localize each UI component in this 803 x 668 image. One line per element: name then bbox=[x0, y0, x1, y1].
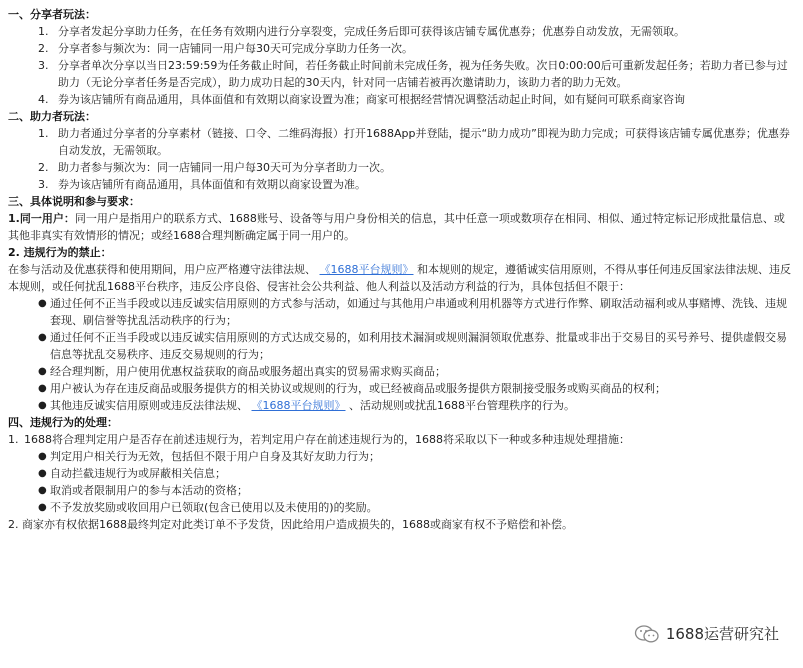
bullet-icon: ● bbox=[38, 502, 47, 513]
bullet-text: 取消或者限制用户的参与本活动的资格； bbox=[50, 484, 248, 497]
list-item-text: 分享者参与频次为：同一店铺同一用户每30天可完成分享助力任务一次。 bbox=[58, 42, 413, 55]
list-item-text: 助力者参与频次为：同一店铺同一用户每30天可为分享者助力一次。 bbox=[58, 161, 391, 174]
bullet-item bbox=[8, 295, 795, 329]
wechat-icon bbox=[634, 624, 660, 644]
platform-rules-link[interactable]: 《1688平台规则》 bbox=[319, 263, 414, 276]
section-heading: 二、助力者玩法： bbox=[8, 110, 96, 123]
section-heading: 一、分享者玩法： bbox=[8, 8, 96, 21]
paragraph-merchant-rights: 2. 商家亦有权依据1688最终判定对此类订单不予发货，因此给用户造成损失的，1688或商家有权不予赔偿和补偿。 bbox=[8, 518, 573, 531]
list-number: 2. bbox=[38, 161, 49, 174]
paragraph-text: 同一用户是指用户的联系方式、1688账号、设备等与用户身份相关的信息，其中任意一项或数项存在相同、相似、通过特定标记形成批量信息、或其他非真实有效情形的情况；或经1688合理判断确定属于同一用户的。 bbox=[8, 212, 785, 242]
subheading-violations: 2. 违规行为的禁止： bbox=[8, 246, 112, 259]
bullet-item bbox=[8, 380, 795, 397]
list-number: 1. bbox=[38, 25, 49, 38]
section-heading: 四、违规行为的处理： bbox=[8, 416, 118, 429]
list-item-text: 助力者通过分享者的分享素材（链接、口令、二维码海报）打开1688App并登陆，提示“助力成功”即视为助力完成；可获得该店铺专属优惠券；优惠券自动发放，无需领取。 bbox=[58, 127, 790, 157]
list-number: 1. bbox=[8, 433, 19, 446]
bullet-icon: ● bbox=[38, 366, 47, 377]
bullet-text: 经合理判断，用户使用优惠权益获取的商品或服务超出真实的贸易需求购买商品； bbox=[50, 365, 446, 378]
list-item bbox=[8, 159, 795, 176]
list-item bbox=[8, 57, 795, 91]
paragraph-text: 在参与活动及优惠获得和使用期间，用户应严格遵守法律法规、 bbox=[8, 263, 316, 276]
list-item-text: 分享者发起分享助力任务，在任务有效期内进行分享裂变，完成任务后即可获得该店铺专属优惠券；优惠券自动发放，无需领取。 bbox=[58, 25, 685, 38]
bullet-icon: ● bbox=[38, 400, 47, 411]
platform-rules-link[interactable]: 《1688平台规则》 bbox=[251, 399, 346, 412]
list-item-text: 券为该店铺所有商品通用，具体面值和有效期以商家设置为准；商家可根据经营情况调整活动起止时间，如有疑问可联系商家咨询 bbox=[58, 93, 685, 106]
bullet-icon: ● bbox=[38, 468, 47, 479]
bullet-item bbox=[8, 329, 795, 363]
bullet-text: 自动拦截违规行为或屏蔽相关信息； bbox=[50, 467, 226, 480]
paragraph-violations-intro bbox=[8, 261, 795, 295]
bullet-text: 通过任何不正当手段或以违反诚实信用原则的方式参与活动，如通过与其他用户串通或利用机器等方式进行作弊、刷取活动福利或从事赌博、洗钱、违规套现、刷信誉等扰乱活动秩序的行为； bbox=[50, 297, 787, 327]
list-item-text: 1688将合理判定用户是否存在前述违规行为，若判定用户存在前述违规行为的，1688将采取以下一种或多种违规处理措施： bbox=[24, 433, 630, 446]
list-item bbox=[8, 40, 795, 57]
list-number: 4. bbox=[38, 93, 49, 106]
bullet-item bbox=[8, 482, 795, 499]
bullet-icon: ● bbox=[38, 298, 47, 309]
bullet-text: 、活动规则或扰乱1688平台管理秩序的行为。 bbox=[349, 399, 575, 412]
bullet-text: 判定用户相关行为无效，包括但不限于用户自身及其好友助力行为； bbox=[50, 450, 380, 463]
bullet-icon: ● bbox=[38, 332, 47, 343]
bullet-text: 不予发放奖励或收回用户已领取(包含已使用以及未使用的)的奖励。 bbox=[50, 501, 378, 514]
bullet-icon: ● bbox=[38, 451, 47, 462]
paragraph-label: 1.同一用户： bbox=[8, 212, 75, 225]
watermark bbox=[630, 621, 783, 646]
bullet-icon: ● bbox=[38, 383, 47, 394]
paragraph-same-user bbox=[8, 210, 795, 244]
bullet-text: 用户被认为存在违反商品或服务提供方的相关协议或规则的行为，或已经被商品或服务提供方限制接受服务或购买商品的权利； bbox=[50, 382, 666, 395]
bullet-text: 通过任何不正当手段或以违反诚实信用原则的方式达成交易的，如利用技术漏洞或规则漏洞领取优惠券、批量或非出于交易目的买号养号、提供虚假交易信息等扰乱交易秩序、违反交易规则的行为； bbox=[50, 331, 787, 361]
list-item bbox=[8, 176, 795, 193]
bullet-item bbox=[8, 397, 795, 414]
list-number: 2. bbox=[38, 42, 49, 55]
bullet-item bbox=[8, 448, 795, 465]
bullet-item bbox=[8, 363, 795, 380]
section-heading: 三、具体说明和参与要求： bbox=[8, 195, 140, 208]
watermark-text: 1688运营研究社 bbox=[665, 625, 779, 643]
bullet-item bbox=[8, 499, 795, 516]
list-number: 1. bbox=[38, 127, 49, 140]
list-item-text: 分享者单次分享以当日23:59:59为任务截止时间，若任务截止时间前未完成任务，视为任务失败。次日0:00:00后可重新发起任务；若助力者已参与过助力（无论分享者任务是否完成），助力成功日起的30天内，针对同一店铺若被再次邀请助力，该助力者的助力无效。 bbox=[58, 59, 788, 89]
bullet-icon: ● bbox=[38, 485, 47, 496]
list-number: 3. bbox=[38, 178, 49, 191]
list-number: 3. bbox=[38, 59, 49, 72]
list-item bbox=[8, 431, 795, 448]
list-item-text: 券为该店铺所有商品通用，具体面值和有效期以商家设置为准。 bbox=[58, 178, 366, 191]
list-item bbox=[8, 23, 795, 40]
list-item bbox=[8, 125, 795, 159]
paragraph-text: 和本规则的规定，遵循诚实信用原则，不得从事任何违反国家法律法规、违反本规则，或任何扰乱1688平台秩序，违反公序良俗、侵害社会公共利益、他人利益以及活动方利益的行为，具体包括但不限于： bbox=[8, 263, 791, 293]
list-item bbox=[8, 91, 795, 108]
bullet-item bbox=[8, 465, 795, 482]
bullet-text: 其他违反诚实信用原则或违反法律法规、 bbox=[50, 399, 248, 412]
